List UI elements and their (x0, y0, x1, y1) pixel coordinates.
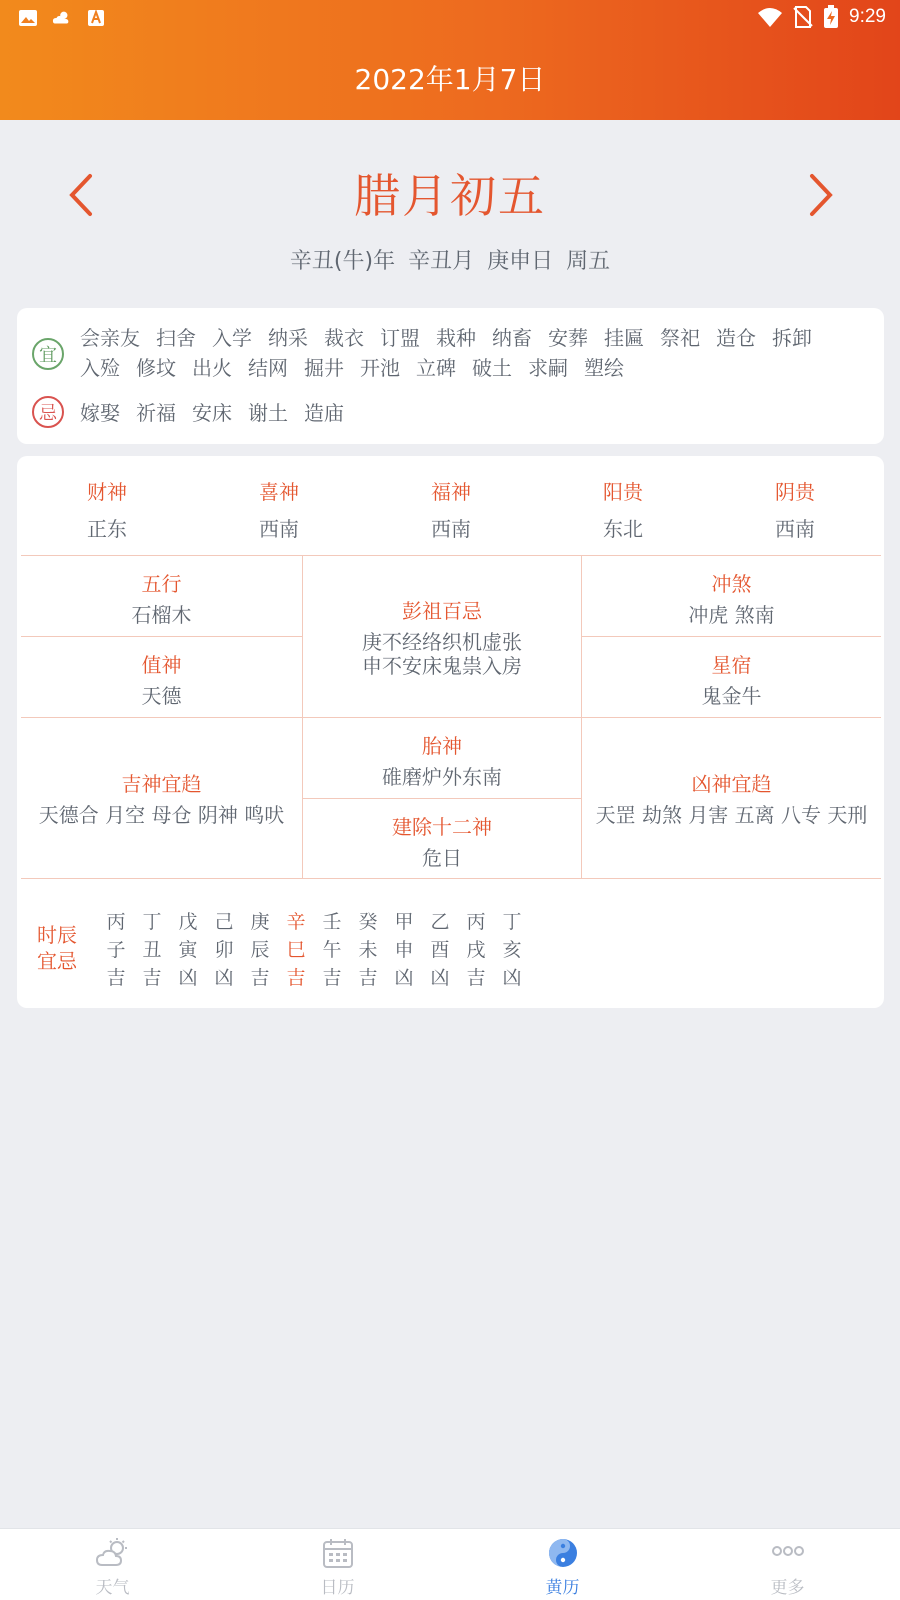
pengzu-line1: 庚不经络织机虚张 (362, 630, 522, 654)
shichen-column (206, 908, 242, 992)
yi-badge-icon: 宜 (32, 338, 64, 370)
yi-ji-card (17, 308, 884, 444)
xiongshen-title: 凶神宜趋 (691, 772, 772, 796)
god-title: 阴贵 (775, 480, 815, 504)
god-direction: 西南 (259, 517, 299, 541)
wifi-icon (757, 6, 783, 28)
tab-weather[interactable] (0, 1529, 225, 1600)
gallery-icon (18, 8, 38, 28)
yi-item: 破土 (472, 356, 512, 380)
god-item (21, 476, 193, 542)
chongsha-cell (582, 556, 881, 637)
clock-time: 9:29 (849, 6, 886, 27)
cloud-sun-icon (52, 8, 72, 28)
shichen-title-line1: 时辰 (37, 923, 77, 947)
god-direction: 西南 (431, 517, 471, 541)
jianchu-cell (302, 799, 582, 879)
shichen-column (278, 908, 314, 992)
shichen-column (134, 908, 170, 992)
tab-more[interactable] (675, 1529, 900, 1600)
bottom-tab-bar (0, 1528, 900, 1600)
ji-badge-icon: 忌 (32, 396, 64, 428)
shichen-luck: 凶 (502, 967, 522, 989)
shichen-luck: 吉 (250, 967, 270, 989)
taishen-title: 胎神 (422, 734, 462, 758)
yinyang-icon (545, 1537, 581, 1569)
detail-grid (21, 555, 881, 870)
yi-item: 修坟 (136, 356, 176, 380)
yi-item: 结网 (248, 356, 288, 380)
weather-icon (95, 1537, 131, 1569)
status-bar (0, 0, 900, 36)
ji-item: 嫁娶 (80, 401, 120, 425)
lunar-date: 腊月初五 (354, 169, 546, 223)
god-title: 喜神 (259, 480, 299, 504)
shichen-columns (98, 908, 530, 992)
shichen-zhi: 亥 (502, 939, 522, 961)
jishen-cell (21, 717, 302, 879)
shichen-column (170, 908, 206, 992)
shichen-gan: 癸 (358, 911, 378, 933)
header-bar (0, 0, 900, 120)
yi-item: 掘井 (304, 356, 344, 380)
god-item (709, 476, 881, 542)
yi-item: 扫舍 (156, 326, 196, 350)
jianchu-value: 危日 (422, 846, 462, 870)
shichen-luck: 吉 (142, 967, 162, 989)
shichen-gan: 壬 (322, 911, 342, 933)
tab-weather-label: 天气 (95, 1578, 130, 1598)
shichen-column (314, 908, 350, 992)
tab-almanac[interactable] (450, 1529, 675, 1600)
yi-item: 祭祀 (660, 326, 700, 350)
ji-item: 造庙 (304, 401, 344, 425)
pengzu-title: 彭祖百忌 (402, 599, 482, 623)
shichen-zhi: 申 (394, 939, 414, 961)
shichen-luck: 吉 (322, 967, 342, 989)
xiongshen-value: 天罡 劫煞 月害 五离 八专 天刑 (595, 803, 868, 827)
shichen-luck: 凶 (430, 967, 450, 989)
yi-item: 栽种 (436, 326, 476, 350)
almanac-detail-card (17, 456, 884, 1008)
shichen-luck: 凶 (394, 967, 414, 989)
xingxiu-value: 鬼金牛 (701, 684, 762, 708)
shichen-luck: 吉 (358, 967, 378, 989)
shichen-gan: 丁 (142, 911, 162, 933)
shichen-luck: 吉 (466, 967, 486, 989)
gods-row (21, 476, 881, 542)
yi-item: 立碑 (416, 356, 456, 380)
shichen-luck: 凶 (178, 967, 198, 989)
yi-list (80, 323, 870, 383)
shichen-title (35, 922, 79, 974)
shichen-section (17, 908, 884, 998)
yi-item: 入殓 (80, 356, 120, 380)
shichen-column (386, 908, 422, 992)
yi-item: 拆卸 (772, 326, 812, 350)
tab-more-label: 更多 (770, 1578, 805, 1598)
yi-item: 纳采 (268, 326, 308, 350)
shichen-column (242, 908, 278, 992)
shichen-luck: 吉 (286, 967, 306, 989)
jianchu-title: 建除十二神 (392, 815, 492, 839)
no-sim-icon (793, 6, 813, 28)
more-icon (770, 1537, 806, 1569)
ji-item: 谢土 (248, 401, 288, 425)
god-item (365, 476, 537, 542)
shichen-zhi: 酉 (430, 939, 450, 961)
yi-item: 开池 (360, 356, 400, 380)
yi-item: 裁衣 (324, 326, 364, 350)
shichen-gan: 戊 (178, 911, 198, 933)
ji-item: 安床 (192, 401, 232, 425)
shichen-zhi: 寅 (178, 939, 198, 961)
shichen-zhi: 午 (322, 939, 342, 961)
page-title: 2022年1月7日 (354, 63, 546, 96)
yi-item: 挂匾 (604, 326, 644, 350)
shichen-zhi: 戌 (466, 939, 486, 961)
shichen-gan: 辛 (286, 911, 306, 933)
god-direction: 西南 (775, 517, 815, 541)
yi-item: 纳畜 (492, 326, 532, 350)
next-day-arrow-icon[interactable] (800, 170, 840, 220)
yi-item: 订盟 (380, 326, 420, 350)
yi-item: 安葬 (548, 326, 588, 350)
yi-item: 造仓 (716, 326, 756, 350)
zhishen-value: 天德 (141, 684, 182, 708)
wuxing-value: 石榴木 (131, 603, 192, 627)
xingxiu-cell (582, 637, 881, 717)
yi-item: 求嗣 (528, 356, 568, 380)
ji-item: 祈福 (136, 401, 176, 425)
shichen-gan: 庚 (250, 911, 270, 933)
shichen-zhi: 辰 (250, 939, 270, 961)
taishen-cell (302, 717, 582, 799)
god-title: 福神 (431, 480, 471, 504)
jishen-title: 吉神宜趋 (121, 772, 202, 796)
god-title: 阳贵 (603, 480, 643, 504)
yi-item: 塑绘 (584, 356, 624, 380)
jishen-value: 天德合 月空 母仓 阴神 鸣吠 (38, 803, 285, 827)
tab-almanac-label: 黄历 (545, 1578, 580, 1598)
tab-calendar-label: 日历 (320, 1578, 355, 1598)
chongsha-value: 冲虎 煞南 (688, 603, 775, 627)
shichen-zhi: 丑 (142, 939, 162, 961)
pengzu-cell (302, 556, 582, 717)
shichen-zhi: 子 (106, 939, 126, 961)
shichen-gan: 甲 (394, 911, 414, 933)
shichen-gan: 丙 (106, 911, 126, 933)
yi-item: 会亲友 (80, 326, 140, 350)
ji-list (80, 398, 870, 428)
shichen-luck: 凶 (214, 967, 234, 989)
shichen-gan: 乙 (430, 911, 450, 933)
wuxing-cell (21, 556, 302, 637)
xiongshen-cell (582, 717, 881, 879)
yi-item: 出火 (192, 356, 232, 380)
tab-calendar[interactable] (225, 1529, 450, 1600)
yi-item: 入学 (212, 326, 252, 350)
god-direction: 正东 (87, 517, 127, 541)
battery-charging-icon (823, 5, 839, 29)
god-title: 财神 (87, 480, 127, 504)
chongsha-title: 冲煞 (711, 572, 752, 596)
shichen-gan: 丁 (502, 911, 522, 933)
xingxiu-title: 星宿 (711, 653, 752, 677)
shichen-luck: 吉 (106, 967, 126, 989)
shichen-zhi: 巳 (286, 939, 306, 961)
shichen-zhi: 未 (358, 939, 378, 961)
calendar-icon (320, 1537, 356, 1569)
shichen-column (494, 908, 530, 992)
shichen-column (98, 908, 134, 992)
shichen-gan: 丙 (466, 911, 486, 933)
wuxing-title: 五行 (141, 572, 182, 596)
pengzu-line2: 申不安床鬼祟入房 (362, 654, 522, 678)
god-direction: 东北 (603, 517, 643, 541)
zhishen-cell (21, 637, 302, 717)
ganzhi-line: 辛丑(牛)年 辛丑月 庚申日 周五 (289, 249, 611, 274)
shichen-column (458, 908, 494, 992)
god-item (193, 476, 365, 542)
shichen-title-line2: 宜忌 (37, 949, 77, 973)
shichen-gan: 己 (214, 911, 234, 933)
zhishen-title: 值神 (141, 653, 182, 677)
shichen-zhi: 卯 (214, 939, 234, 961)
god-item (537, 476, 709, 542)
shichen-column (350, 908, 386, 992)
font-app-icon (86, 8, 106, 28)
shichen-column (422, 908, 458, 992)
taishen-value: 碓磨炉外东南 (382, 765, 502, 789)
